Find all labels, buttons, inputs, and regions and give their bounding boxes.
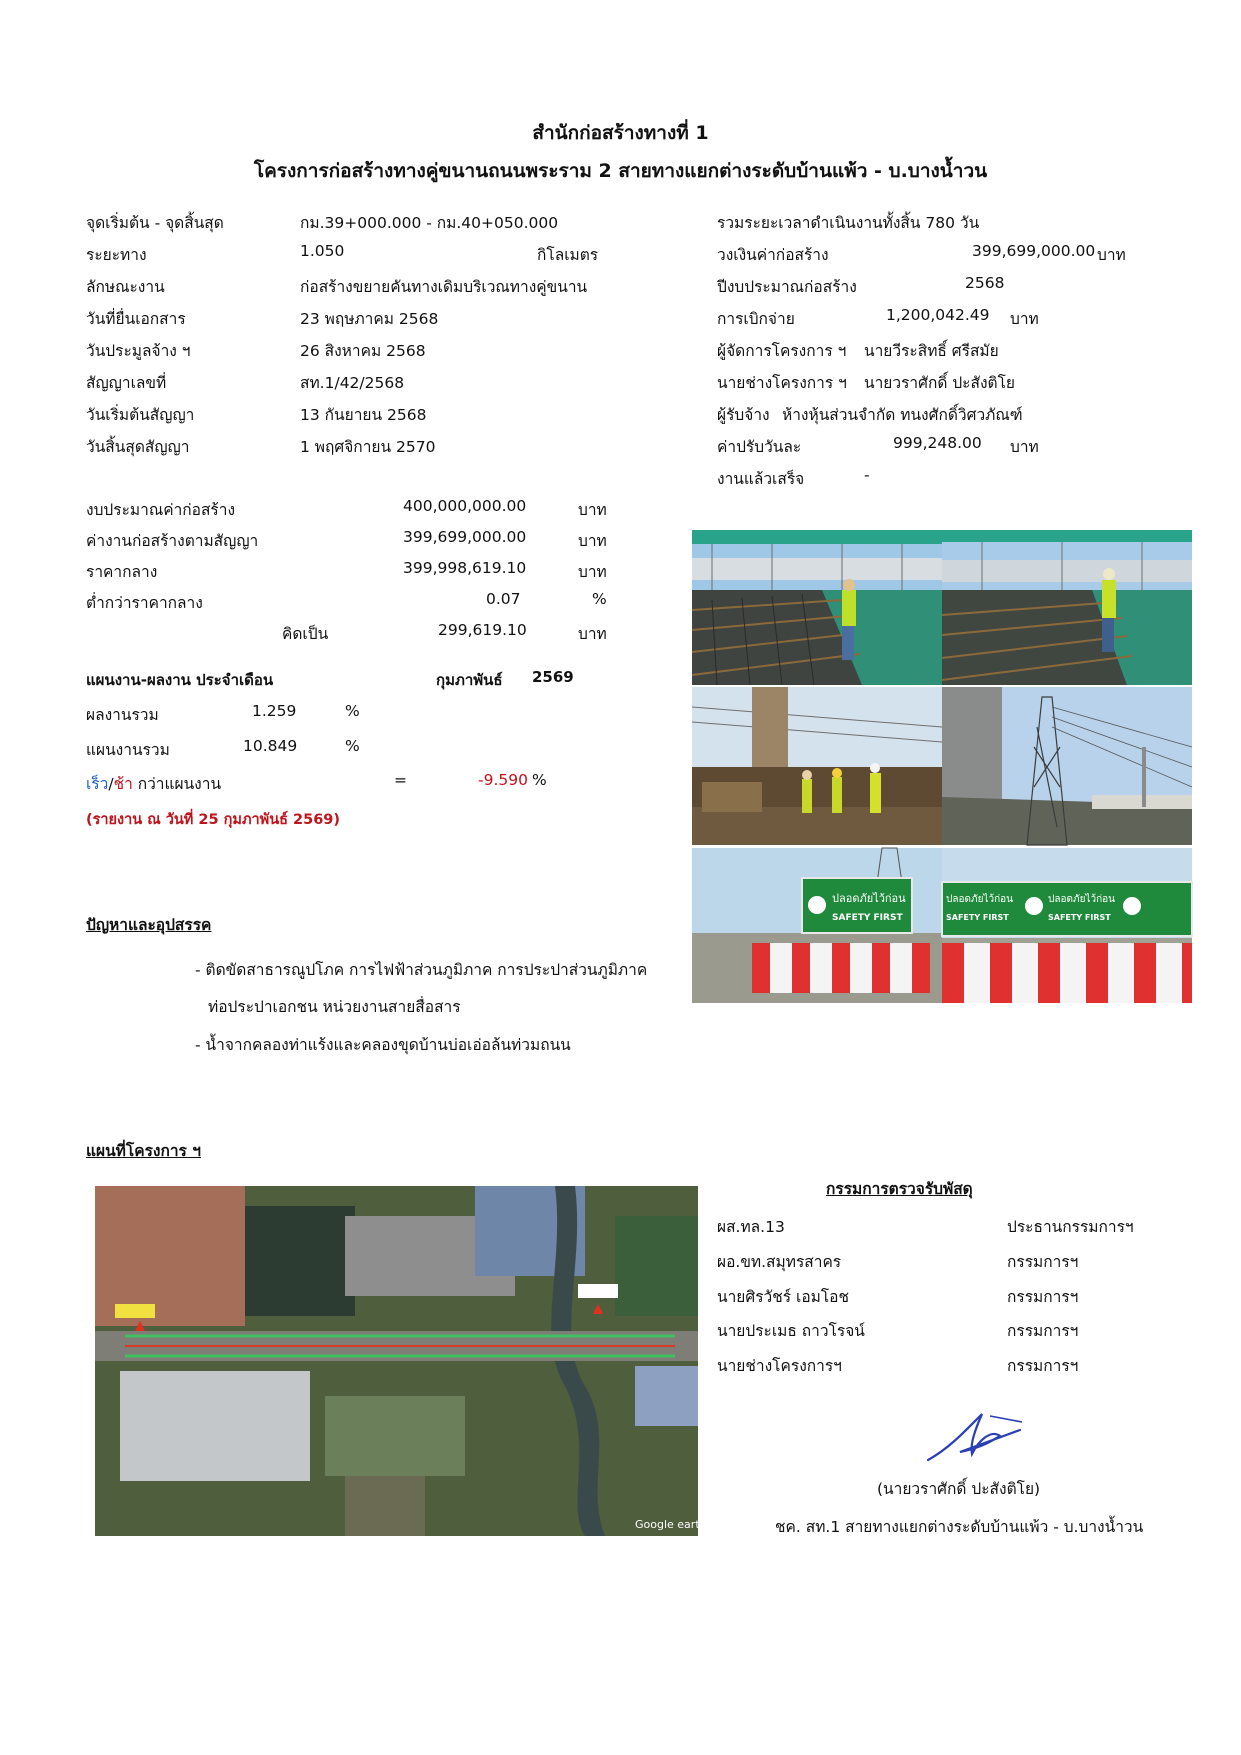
- fine-value: 999,248.00: [893, 434, 982, 452]
- slow-text: ช้า: [113, 775, 133, 793]
- finance-value: 399,699,000.00: [403, 528, 527, 546]
- actual-value: 1.259: [252, 702, 297, 720]
- map-watermark: Google earth: [635, 1518, 707, 1531]
- slash-text: /: [108, 775, 114, 793]
- info-value: 23 พฤษภาคม 2568: [300, 310, 439, 328]
- fine-unit: บาท: [1010, 438, 1039, 456]
- fine-label: ค่าปรับวันละ: [717, 438, 802, 456]
- finance-value: 400,000,000.00: [403, 497, 527, 515]
- committee-member: ผอ.ขท.สมุทรสาคร: [717, 1253, 842, 1271]
- project-title: โครงการก่อสร้างทางคู่ขนานถนนพระราม 2 สายทางแยกต่างระดับบ้านแพ้ว - บ.บางน้ำวน: [253, 160, 988, 182]
- engineer-value: นายวราศักดิ์ ปะสังติโย: [864, 374, 1015, 392]
- site-photo: [942, 687, 1192, 845]
- info-value: ก่อสร้างขยายคันทางเดิมบริเวณทางคู่ขนาน: [300, 278, 588, 296]
- committee-member: ผส.ทล.13: [717, 1218, 785, 1236]
- diff-label: [86, 771, 221, 796]
- committee-heading: กรรมการตรวจรับพัสดุ: [826, 1180, 973, 1198]
- info-value: 26 สิงหาคม 2568: [300, 342, 426, 360]
- sign-text: ปลอดภัยไว้ก่อน: [946, 894, 1013, 905]
- committee-member: นายศิรวัชร์ เอมโอช: [717, 1288, 849, 1306]
- site-photo: [692, 848, 942, 1003]
- info-label: ลักษณะงาน: [86, 278, 165, 296]
- done-value: -: [864, 466, 870, 484]
- problems-heading: ปัญหาและอุปสรรค: [86, 916, 212, 934]
- committee-role: กรรมการฯ: [1007, 1322, 1079, 1340]
- manager-label: ผู้จัดการโครงการ ฯ: [717, 342, 847, 360]
- problem-item: - ติดขัดสาธารณูปโภค การไฟฟ้าส่วนภูมิภาค การประปาส่วนภูมิภาค: [195, 961, 648, 979]
- disburse-value: 1,200,042.49: [886, 306, 990, 324]
- finance-unit: บาท: [578, 532, 607, 550]
- report-date: (รายงาน ณ วันที่ 25 กุมภาพันธ์ 2569): [86, 812, 341, 828]
- sign-text: ปลอดภัยไว้ก่อน: [832, 892, 906, 905]
- manager-value: นายวีระสิทธิ์ ศรีสมัย: [864, 342, 999, 360]
- info-label: จุดเริ่มต้น - จุดสิ้นสุด: [86, 214, 224, 232]
- equals-sign: =: [394, 771, 407, 789]
- finance-unit: %: [592, 590, 607, 608]
- committee-role: กรรมการฯ: [1007, 1357, 1079, 1375]
- finance-unit: บาท: [578, 501, 607, 519]
- info-label: วันที่ยื่นเอกสาร: [86, 310, 186, 328]
- office-title: สำนักก่อสร้างทางที่ 1: [532, 122, 709, 144]
- contractor-value: ห้างหุ้นส่วนจำกัด ทนงศักดิ์วิศวภัณฑ์: [782, 406, 1023, 424]
- plan-value: 10.849: [243, 737, 298, 755]
- plan-label: แผนงานรวม: [86, 741, 170, 759]
- progress-year: 2569: [532, 668, 574, 686]
- budget-label: วงเงินค่าก่อสร้าง: [717, 246, 829, 264]
- contractor-label: ผู้รับจ้าง: [717, 406, 770, 424]
- sign-text-en: SAFETY FIRST: [946, 913, 1009, 922]
- site-photo: [692, 687, 942, 845]
- info-label: วันประมูลจ้าง ฯ: [86, 342, 191, 360]
- info-value: 1.050: [300, 242, 345, 260]
- committee-role: ประธานกรรมการฯ: [1007, 1218, 1134, 1236]
- sign-text: ปลอดภัยไว้ก่อน: [1048, 894, 1115, 905]
- map-heading: แผนที่โครงการ ฯ: [86, 1142, 201, 1160]
- diff-unit: %: [532, 771, 547, 789]
- info-value: กม.39+000.000 - กม.40+050.000: [300, 214, 559, 232]
- site-photo: [692, 530, 942, 685]
- committee-role: กรรมการฯ: [1007, 1253, 1079, 1271]
- info-value: 1 พฤศจิกายน 2570: [300, 438, 436, 456]
- finance-equiv-unit: บาท: [578, 625, 607, 643]
- finance-value: 399,998,619.10: [403, 559, 527, 577]
- progress-month: กุมภาพันธ์: [436, 671, 503, 689]
- disburse-unit: บาท: [1010, 310, 1039, 328]
- finance-value: 0.07: [486, 590, 521, 608]
- duration: รวมระยะเวลาดำเนินงานทั้งสิ้น 780 วัน: [717, 214, 980, 232]
- committee-member: นายช่างโครงการฯ: [717, 1357, 842, 1375]
- actual-unit: %: [345, 702, 360, 720]
- site-photo: [942, 848, 1192, 1003]
- fiscal-value: 2568: [965, 274, 1005, 292]
- budget-unit: บาท: [1097, 246, 1126, 264]
- problem-item: - น้ำจากคลองท่าแร้งและคลองขุดบ้านบ่อเอ่อล้นท่วมถนน: [195, 1036, 571, 1054]
- finance-label: ค่างานก่อสร้างตามสัญญา: [86, 532, 259, 550]
- committee-role: กรรมการฯ: [1007, 1288, 1079, 1306]
- sign-text-en: SAFETY FIRST: [832, 913, 903, 923]
- budget-value: 399,699,000.00: [972, 242, 1096, 260]
- done-label: งานแล้วเสร็จ: [717, 470, 805, 488]
- plan-unit: %: [345, 737, 360, 755]
- committee-member: นายประเมธ ถาวโรจน์: [717, 1322, 865, 1340]
- info-label: ระยะทาง: [86, 246, 147, 264]
- project-map: [95, 1186, 707, 1536]
- site-photo: [942, 530, 1192, 685]
- info-value: สท.1/42/2568: [300, 374, 405, 392]
- finance-label: ต่ำกว่าราคากลาง: [86, 594, 203, 612]
- info-label: สัญญาเลขที่: [86, 374, 167, 392]
- sign-text-en: SAFETY FIRST: [1048, 913, 1111, 922]
- problem-item-cont: ท่อประปาเอกชน หน่วยงานสายสื่อสาร: [208, 998, 461, 1016]
- finance-equiv-label: คิดเป็น: [282, 625, 329, 643]
- info-value: 13 กันยายน 2568: [300, 406, 427, 424]
- fast-text: เร็ว: [86, 775, 109, 793]
- info-label: วันเริ่มต้นสัญญา: [86, 406, 195, 424]
- finance-label: งบประมาณค่าก่อสร้าง: [86, 501, 236, 519]
- disburse-label: การเบิกจ่าย: [717, 310, 795, 328]
- progress-heading: แผนงาน-ผลงาน ประจำเดือน: [86, 671, 274, 689]
- diff-value: -9.590: [478, 771, 528, 789]
- info-unit: กิโลเมตร: [537, 246, 599, 264]
- signer-name: (นายวราศักดิ์ ปะสังติโย): [877, 1480, 1041, 1498]
- diff-label-text: กว่าแผนงาน: [132, 775, 222, 793]
- actual-label: ผลงานรวม: [86, 706, 159, 724]
- engineer-label: นายช่างโครงการ ฯ: [717, 374, 847, 392]
- info-label: วันสิ้นสุดสัญญา: [86, 438, 190, 456]
- finance-unit: บาท: [578, 563, 607, 581]
- signer-position: ชค. สท.1 สายทางแยกต่างระดับบ้านแพ้ว - บ.บางน้ำวน: [775, 1518, 1144, 1536]
- fiscal-label: ปีงบประมาณก่อสร้าง: [717, 278, 857, 296]
- finance-label: ราคากลาง: [86, 563, 158, 581]
- signature-mark: [920, 1408, 1030, 1468]
- finance-equiv-value: 299,619.10: [438, 621, 527, 639]
